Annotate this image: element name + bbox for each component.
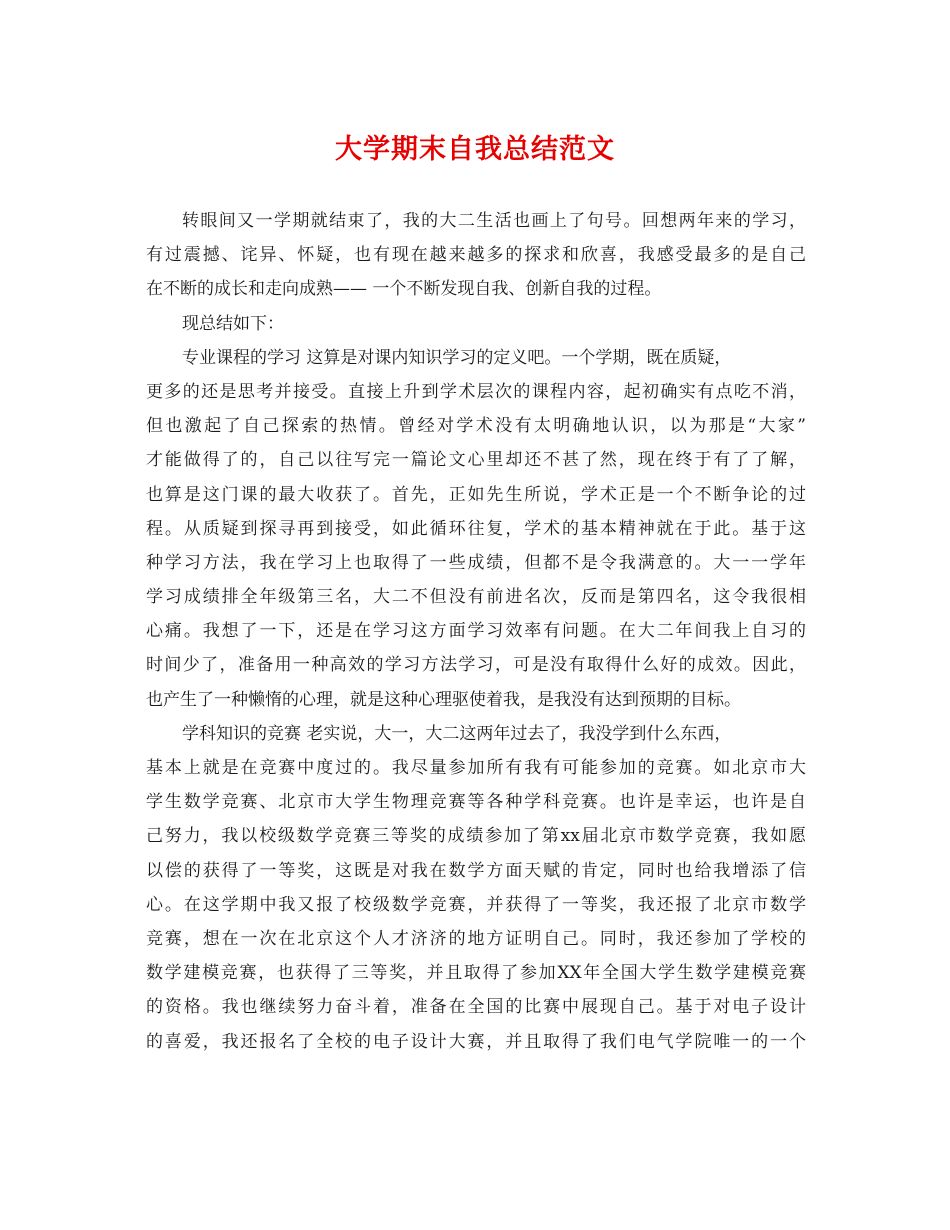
text-line: 心痛。我想了一下，还是在学习这方面学习效率有问题。在大二年间我上自习的 (146, 621, 806, 642)
text-line: 程。从质疑到探寻再到接受，如此循环往复，学术的基本精神就在于此。基于这 (146, 518, 806, 539)
text-line: 但也激起了自己探索的热情。曾经对学术没有太明确地认识，以为那是“大家” (146, 416, 806, 437)
text-line: 有过震撼、诧异、怀疑，也有现在越来越多的探求和欣喜，我感受最多的是自己 (146, 245, 806, 266)
text-line: 也算是这门课的最大收获了。首先，正如先生所说，学术正是一个不断争论的过 (146, 484, 806, 505)
text-line: 种学习方法，我在学习上也取得了一些成绩，但都不是令我满意的。大一一学年 (146, 552, 806, 573)
document-body (146, 204, 806, 1059)
text-line: 在不断的成长和走向成熟—— 一个不断发现自我、创新自我的过程。 (146, 279, 662, 300)
text-line: 专业课程的学习 这算是对课内知识学习的定义吧。一个学期，既在质疑， (182, 347, 732, 368)
text-line: 己努力，我以校级数学竞赛三等奖的成绩参加了第xx届北京市数学竞赛，我如愿 (146, 826, 806, 847)
text-line: 学生数学竞赛、北京市大学生物理竞赛等各种学科竞赛。也许是幸运，也许是自 (146, 792, 806, 813)
text-line: 学科知识的竞赛 老实说，大一，大二这两年过去了，我没学到什么东西， (182, 723, 732, 744)
text-line: 的喜爱，我还报名了全校的电子设计大赛，并且取得了我们电气学院唯一的一个 (146, 1031, 806, 1052)
text-line: 基本上就是在竞赛中度过的。我尽量参加所有我有可能参加的竞赛。如北京市大 (146, 758, 806, 778)
text-line: 更多的还是思考并接受。直接上升到学术层次的课程内容，起初确实有点吃不消， (146, 381, 806, 402)
text-line: 也产生了一种懒惰的心理，就是这种心理驱使着我，是我没有达到预期的目标。 (146, 689, 741, 710)
text-line: 数学建模竞赛，也获得了三等奖，并且取得了参加XX年全国大学生数学建模竞赛 (146, 963, 806, 984)
document-title: 大学期末自我总结范文 (335, 134, 615, 165)
text-line: 心。在这学期中我又报了校级数学竞赛，并获得了一等奖，我还报了北京市数学 (146, 894, 806, 915)
text-line: 以偿的获得了一等奖，这既是对我在数学方面天赋的肯定，同时也给我增添了信 (146, 860, 806, 881)
text-line: 时间少了，准备用一种高效的学习方法学习，可是没有取得什么好的成效。因此， (146, 655, 806, 676)
text-line: 竞赛，想在一次在北京这个人才济济的地方证明自己。同时，我还参加了学校的 (146, 928, 806, 949)
text-line: 才能做得了的，自己以往写完一篇论文心里却还不甚了然，现在终于有了了解， (146, 450, 806, 471)
text-line: 的资格。我也继续努力奋斗着，准备在全国的比赛中展现自己。基于对电子设计 (146, 997, 806, 1018)
text-line: 现总结如下： (182, 313, 284, 334)
text-line: 转眼间又一学期就结束了，我的大二生活也画上了句号。回想两年来的学习， (182, 211, 806, 231)
text-line: 学习成绩排全年级第三名，大二不但没有前进名次，反而是第四名，这令我很相 (146, 587, 806, 608)
